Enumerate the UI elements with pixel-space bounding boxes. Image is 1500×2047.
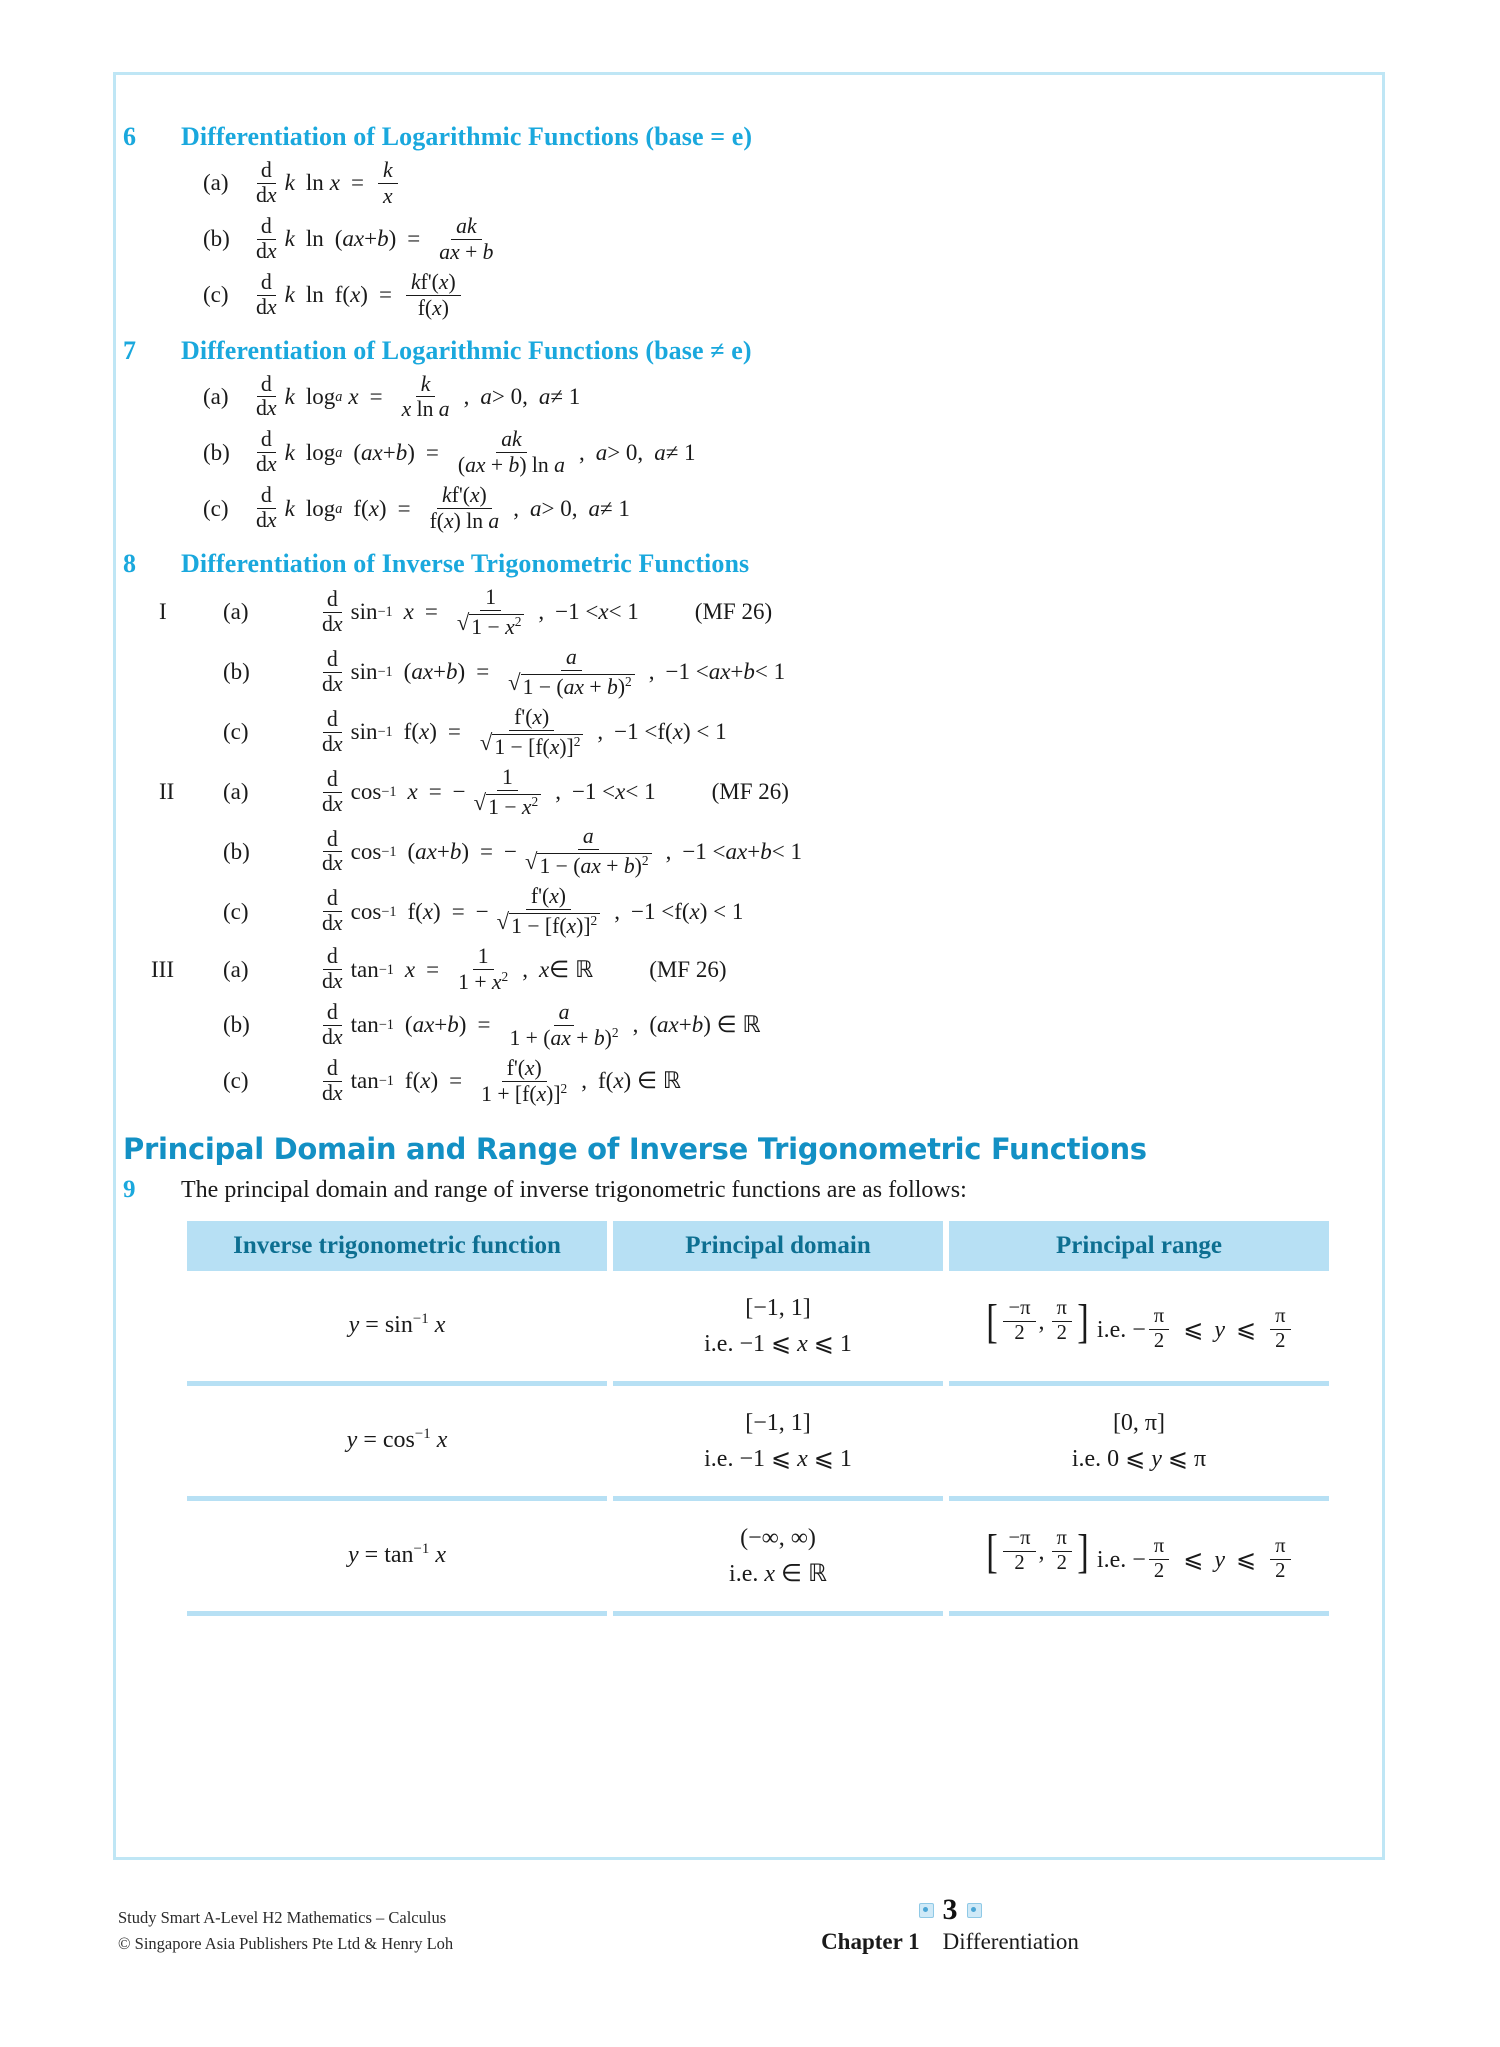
formula-6a bbox=[123, 159, 1373, 208]
section-number-6: 6 bbox=[123, 122, 136, 151]
formula-8-III-b bbox=[123, 1001, 1373, 1050]
formula-6c bbox=[123, 271, 1373, 320]
chapter-line bbox=[600, 1929, 1300, 1955]
cell-range bbox=[949, 1391, 1329, 1491]
section-number-7: 7 bbox=[123, 335, 136, 365]
table-row-separator bbox=[187, 1381, 1329, 1386]
cell-range bbox=[949, 1276, 1329, 1376]
cell-domain bbox=[613, 1276, 943, 1376]
formula-expression: d dx cos −1 ( ax + b ) = − a √ 1 − (ax + b)$^2$ , −1 < ax + b < 1 bbox=[322, 824, 802, 879]
formula-8-III-a bbox=[123, 945, 1373, 994]
formula-7c bbox=[123, 484, 1373, 533]
formula-expression: d dx k ln f ( x ) = $\frac{kf'(x)}{f(x)}$ bbox=[253, 271, 464, 320]
page-content bbox=[123, 118, 1373, 1621]
formula-8-II-a bbox=[123, 766, 1373, 819]
section-title-8: Differentiation of Inverse Trigonometric Functions bbox=[181, 549, 750, 579]
page-number: 3 bbox=[942, 1893, 958, 1926]
item-9 bbox=[123, 1176, 1373, 1204]
formula-7b bbox=[123, 428, 1373, 477]
formula-label: (c) bbox=[223, 1068, 249, 1094]
principal-table-wrapper bbox=[181, 1216, 1311, 1621]
table-row-separator bbox=[187, 1611, 1329, 1616]
range-inequality: i.e. − $\frac{\pi}{2}$ ⩽ y ⩽ $\frac{\pi}{2}$ bbox=[1097, 1306, 1294, 1353]
principal-heading: Principal Domain and Range of Inverse Trigonometric Functions bbox=[123, 1131, 1147, 1166]
formula-label: (a) bbox=[203, 383, 229, 409]
chapter-title: Differentiation bbox=[942, 1929, 1079, 1954]
formula-label: (b) bbox=[223, 838, 250, 864]
formula-label: (b) bbox=[203, 226, 230, 252]
formula-expression: d dx cos −1 x = − 1 √ $1 - x^2$ , −1 < x < 1 (MF 26) bbox=[322, 764, 789, 819]
mf-reference: (MF 26) bbox=[711, 779, 789, 805]
formula-label: (c) bbox=[223, 898, 249, 924]
section-heading-6 bbox=[123, 122, 1373, 152]
formula-expression: d dx tan −1 x = $\frac{1}{1 + x^2}$ , x ∈ ℝ (MF 26) bbox=[322, 944, 727, 995]
formula-label: (a) bbox=[223, 599, 249, 625]
cell-function: $y = \tan^{-1} x$ bbox=[187, 1506, 607, 1606]
section-heading-8 bbox=[123, 549, 1373, 579]
formula-expression: d dx tan −1 f ( x ) = $\frac{f'(x)}{1 + [f(x)]^2}$ , f ( x ) ∈ ℝ bbox=[322, 1055, 681, 1106]
formula-8-I-c bbox=[123, 706, 1373, 759]
cell-range bbox=[949, 1506, 1329, 1606]
formula-expression: d dx k ln x = $\frac{k}{x}$ bbox=[253, 159, 401, 208]
cell-function: $y = \sin^{-1} x$ bbox=[187, 1276, 607, 1376]
mf-reference: (MF 26) bbox=[649, 956, 727, 982]
column-header-function: Inverse trigonometric function bbox=[187, 1221, 607, 1271]
cell-domain bbox=[613, 1506, 943, 1606]
formula-expression: d dx k ln ( ax + b ) = $\frac{ak}{ax + b}$ bbox=[256, 213, 494, 264]
page-marker-right-icon bbox=[967, 1903, 982, 1918]
range-interval: [ $\frac{-\pi}{2}$ , $\frac{\pi}{2}$ ] bbox=[986, 1294, 1089, 1348]
item-number-9: 9 bbox=[123, 1175, 136, 1203]
cell-function: $y = \cos^{-1} x$ bbox=[187, 1391, 607, 1491]
column-header-range: Principal range bbox=[949, 1221, 1329, 1271]
formula-label: (a) bbox=[203, 170, 229, 196]
range-inequality: i.e. 0 ⩽ y ⩽ π bbox=[1071, 1445, 1207, 1472]
range-interval: [ $\frac{-\pi}{2}$ , $\frac{\pi}{2}$ ] bbox=[986, 1524, 1089, 1578]
domain-interval: [−1, 1] bbox=[745, 1294, 811, 1321]
footer-copyright-line: © Singapore Asia Publishers Pte Ltd & Henry Loh bbox=[118, 1933, 454, 1953]
section-title-7: Differentiation of Logarithmic Functions (base ≠ e) bbox=[181, 335, 752, 365]
section-heading-7 bbox=[123, 336, 1373, 366]
formula-expression: d dx sin −1 x = 1 √ $1 - x^2$ , −1 < x < 1 (MF 26) bbox=[322, 585, 773, 639]
formula-label: (a) bbox=[223, 779, 249, 805]
domain-inequality: i.e. −1 ⩽ x ⩽ 1 bbox=[704, 1330, 852, 1357]
formula-8-III-c bbox=[123, 1057, 1373, 1106]
cell-domain bbox=[613, 1391, 943, 1491]
table-row bbox=[187, 1506, 1329, 1606]
domain-interval: [−1, 1] bbox=[745, 1409, 811, 1436]
section-number-8: 8 bbox=[123, 549, 136, 579]
page-marker-left-icon bbox=[919, 1903, 934, 1918]
table-row-separator bbox=[187, 1496, 1329, 1501]
formula-label: (a) bbox=[223, 956, 249, 982]
footer-title-line: Study Smart A-Level H2 Mathematics – Calculus bbox=[118, 1908, 447, 1927]
principal-domain-range-table bbox=[181, 1216, 1335, 1621]
range-interval: [0, π] bbox=[1112, 1409, 1166, 1436]
table-row bbox=[187, 1276, 1329, 1376]
formula-label: (b) bbox=[223, 1012, 250, 1038]
formula-8-I-b bbox=[123, 646, 1373, 699]
formula-expression: d dx k log a f ( x ) = $\frac{kf'(x)}{\text{f(x) ln a}}$ , a > 0, a ≠ 1 bbox=[256, 483, 630, 534]
domain-inequality: i.e. x ∈ ℝ bbox=[729, 1560, 827, 1587]
formula-label: (b) bbox=[203, 439, 230, 465]
group-numeral: III bbox=[151, 956, 174, 982]
formula-label: (c) bbox=[203, 495, 229, 521]
formula-label: (b) bbox=[223, 659, 250, 685]
column-header-domain: Principal domain bbox=[613, 1221, 943, 1271]
table-header-row bbox=[187, 1221, 1329, 1271]
page-number-block bbox=[600, 1893, 1300, 1927]
section-title-6: Differentiation of Logarithmic Functions (base = e) bbox=[181, 122, 753, 151]
formula-expression: d dx sin −1 f ( x ) = f'(x) √ $1 - [f(x)]^2$ , −1 < f ( x ) < 1 bbox=[322, 704, 727, 759]
formula-8-II-c bbox=[123, 885, 1373, 938]
formula-label: (c) bbox=[203, 282, 229, 308]
formula-7a bbox=[123, 373, 1373, 422]
formula-8-I-a bbox=[123, 586, 1373, 639]
mf-reference: (MF 26) bbox=[694, 599, 773, 625]
formula-expression: d dx sin −1 ( ax + b ) = a √ 1 − (ax + b)$^2$ , −1 < ax + b < 1 bbox=[322, 644, 786, 699]
domain-interval: (−∞, ∞) bbox=[740, 1524, 816, 1551]
formula-expression: d dx k log a ( ax + b ) = $\frac{ak}{\text{(ax + b) ln a}}$ , a > 0, a ≠ 1 bbox=[256, 427, 696, 478]
footer-credits bbox=[118, 1905, 453, 1956]
table-row bbox=[187, 1391, 1329, 1491]
formula-6b bbox=[123, 215, 1373, 264]
formula-label: (c) bbox=[223, 719, 249, 745]
formula-expression: d dx tan −1 ( ax + b ) = $\frac{a}{1 + (ax + b)^2}$ , ( ax + b ) ∈ ℝ bbox=[322, 999, 761, 1050]
group-numeral: II bbox=[159, 779, 175, 805]
formula-8-II-b bbox=[123, 825, 1373, 878]
footer-page-info bbox=[600, 1893, 1300, 1955]
domain-inequality: i.e. −1 ⩽ x ⩽ 1 bbox=[704, 1445, 852, 1472]
chapter-label: Chapter 1 bbox=[821, 1929, 920, 1954]
item-9-text: The principal domain and range of inverse trigonometric functions are as follows: bbox=[181, 1176, 967, 1203]
group-numeral: I bbox=[159, 599, 167, 625]
range-inequality: i.e. − $\frac{\pi}{2}$ ⩽ y ⩽ $\frac{\pi}{2}$ bbox=[1097, 1536, 1294, 1583]
formula-expression: d dx cos −1 f ( x ) = − f'(x) √ $1 - [f(x)]^2$ , −1 < f ( x ) < 1 bbox=[322, 884, 744, 939]
formula-expression: d dx k log a x = $\frac{k}{\text{x ln a}}$ , a > 0, a ≠ 1 bbox=[256, 371, 581, 422]
